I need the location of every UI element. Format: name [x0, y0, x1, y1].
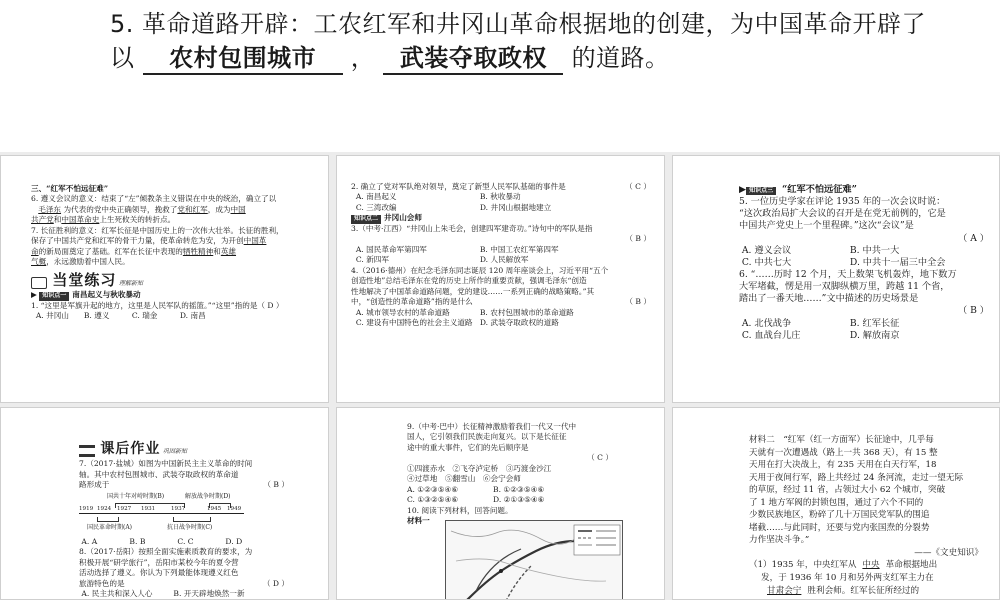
- page-thumbnail-2[interactable]: [336, 155, 665, 403]
- book-icon: [31, 277, 47, 289]
- answer-line: 甘肃会宁 胜利会师。红军长征所经过的: [767, 585, 920, 596]
- question-7: 轴。其中农村包围城市、武装夺取政权的革命道: [79, 469, 239, 479]
- question-2: 2. 确立了党对军队绝对领导，奠定了新型人民军队基础的事件是 （ C ）: [351, 182, 651, 191]
- long-march-map: [445, 520, 623, 600]
- text-line: 毛泽东 为代表的党中央正确领导，挽救了党和红军，成为中国: [38, 204, 246, 214]
- book-stack-icon: [79, 445, 95, 457]
- answer-line: （1）1935 年，中央红军从 中央 革命根据地出: [749, 560, 938, 571]
- question-5-options: A. 遵义会议 B. 中共一大: [741, 244, 900, 256]
- question-9: 国人，它引领我们民族走向复兴。以下是长征征: [407, 432, 567, 442]
- question-4: 4.（2016·德州）在纪念毛泽东同志诞辰 120 周年座谈会上，习近平用“五个: [351, 265, 609, 275]
- question-1: 1. “这里是军旗升起的地方，这里是人民军队的摇篮。”“这里”指的是（ D ）: [31, 300, 284, 310]
- line2-mid: ，: [350, 44, 376, 72]
- question-6-options: C. 血战台儿庄 D. 解放南京: [741, 329, 900, 341]
- question-4: 创造性地”总结毛泽东在党的历史上所作的重要贡献，强调毛泽东“创造: [351, 276, 587, 286]
- timeline-figure: 国共十年对峙时期(B) 解放战争时期(D) 1919 1924 1927 1931 1937 1945 1949 国民革命时期(A) 抗日战争时期(C): [79, 493, 249, 537]
- text-line: 7. 长征胜利的意义：红军长征是中国历史上的一次伟大壮举。长征的胜利，: [31, 225, 284, 235]
- text-line: 6. 遵义会议的意义：结束了“左”倾教条主义错误在中央的统治，确立了以: [31, 194, 277, 204]
- material-2-line: 的草原，经过 11 省，占领过大小 62 个城市，突破: [749, 485, 946, 496]
- page-thumbnail-4[interactable]: [0, 407, 329, 600]
- question-4-options: A. 城市领导农村的革命道路 B. 农村包围城市的革命道路: [355, 307, 574, 317]
- question-9-answer: （ C ）: [587, 453, 613, 463]
- map-drawing: [446, 521, 624, 600]
- material-2-line: 了 1 地方军阀的封锁包围，通过了六个不同的: [749, 497, 924, 508]
- answer-blank-2: 武装夺取政权: [383, 38, 563, 75]
- material-label: 材料一: [407, 516, 430, 526]
- question-10: 10. 阅读下列材料，回答问题。: [407, 505, 513, 515]
- question-5: 5. 一位历史学家在评论 1935 年的一次会议时说：: [739, 196, 946, 208]
- question-8: 积极开展“研学旅行”，岳阳市某校今年的夏令营: [79, 557, 239, 567]
- material-2-line: 少数民族地区，粉碎了几十万国民党军队的围追: [749, 510, 930, 521]
- question-7-options: A. A B. B C. C D. D: [81, 536, 243, 546]
- question-9: 9.（中考·巴中）长征精神激励着我们一代又一代中: [407, 422, 577, 431]
- question-3-options: C. 新四军 D. 人民解放军: [355, 255, 529, 265]
- question-5: 中国共产党史上一个里程碑。”这次“会议”是: [739, 220, 914, 232]
- question-5: “这次政治局扩大会议的召开是在党无前例的，它是: [739, 208, 946, 220]
- material-2-line: 天用在打大决战上，有 235 天用在白天行军，18: [749, 460, 937, 471]
- question-6-options: A. 北伐战争 B. 红军长征: [741, 317, 900, 329]
- page-thumbnail-1[interactable]: [0, 155, 329, 403]
- question-7: 7.（2017·盐城）如图为中国新民主主义革命的时间: [79, 459, 253, 469]
- knowledge-tag: 知识点一: [39, 292, 69, 300]
- material-2-line: 堵截……与此同时，还要与党内张国焘的分裂势: [749, 522, 930, 533]
- homework-banner: 课后作业 巩固新知: [79, 440, 319, 459]
- section-title: ▶ 知识点一 南昌起义与秋收暴动: [31, 290, 141, 300]
- page-thumbnail-6[interactable]: [672, 407, 1000, 600]
- answer-blank-1: 农村包围城市: [143, 38, 343, 75]
- question-9-events: ①四渡赤水 ②飞夺泸定桥 ③巧渡金沙江: [407, 463, 552, 473]
- section-title: ▶ 知识点三 “红军不怕远征难”: [739, 184, 857, 195]
- slide-line-2: [110, 38, 670, 75]
- slide-line-1: 5. 革命道路开辟：工农红军和井冈山革命根据地的创建，为中国革命开辟了: [110, 10, 927, 38]
- section-heading: 三、“红军不怕远征难”: [31, 184, 109, 193]
- line2-suffix: 的道路。: [571, 44, 670, 72]
- material-2-line: 材料二 “红军（红一方面军）长征途中，几乎每: [749, 435, 934, 445]
- text-line: 命的新局面奠定了基础。红军在长征中表现的牺牲精神和英雄: [31, 246, 237, 256]
- question-4: 中，“创造性的革命道路”指的是什么 （ B ）: [351, 297, 651, 307]
- question-6: 大军堵截，愣是用一双脚纵横万里，跨越 11 个省，: [739, 281, 950, 293]
- question-9-options: C. ①③②⑤④⑥ D. ②①③⑤④⑥: [407, 495, 545, 505]
- section-title: 知识点二 井冈山会师: [351, 213, 651, 223]
- question-2-options: C. 三湾改编 D. 井冈山根据地建立: [355, 202, 552, 212]
- question-3-answer: （ B ）: [625, 234, 651, 244]
- material-2-line: 天用于夜间行军，路上共经过 24 条河流，走过一望无际: [749, 472, 964, 483]
- question-6-answer: （ B ）: [958, 305, 989, 317]
- question-3: 3.（中考·江西）“井冈山上朱毛会，创建四军建奇功。”诗句中的军队是指: [351, 223, 593, 233]
- page-thumbnail-3[interactable]: [672, 155, 1000, 403]
- question-4-options: C. 建设有中国特色的社会主义道路 D. 武装夺取政权的道路: [355, 318, 559, 328]
- question-4: 性地解决了中国革命道路问题，党的建设……一系列正确的战略策略。”其: [351, 286, 595, 296]
- question-6: 6. “……历时 12 个月，天上数架飞机轰炸，地下数万: [739, 268, 957, 280]
- question-9-events: ④过草地 ⑤翻雪山 ⑥会宁会师: [407, 474, 521, 484]
- question-8-options: A. 民主共和深入人心 B. 开天辟地焕然一新: [81, 589, 245, 599]
- text-line: 保存了中国共产党和红军的骨干力量，使革命转危为安，为开创中国革: [31, 236, 267, 246]
- question-2-options: A. 南昌起义 B. 秋收暴动: [355, 192, 521, 202]
- line2-prefix: 以: [110, 44, 135, 72]
- question-8: 旅游特色的是 （ D ）: [79, 578, 289, 588]
- question-5-options: C. 中共七大 D. 中共十一届三中全会: [741, 256, 946, 268]
- question-8: 8.（2017·岳阳）按照全面实施素质教育的要求，为: [79, 547, 253, 557]
- question-8: 活动选择了遵义。你认为下列最能体现遵义红色: [79, 568, 239, 578]
- text-line: 共产党和中国革命史上生死攸关的转折点。: [31, 215, 176, 225]
- question-3-options: A. 国民革命军第四军 B. 中国工农红军第四军: [355, 244, 559, 254]
- timeline-bottom-bracket-a: [97, 517, 119, 522]
- practice-banner: 当堂练习 理解新知: [31, 270, 316, 291]
- material-source: ——《文史知识》: [914, 547, 983, 558]
- question-6: 踏出了一番天地……”文中描述的历史场景是: [739, 293, 919, 305]
- page-thumbnail-5[interactable]: [336, 407, 665, 600]
- material-2-line: 力作坚决斗争。”: [749, 535, 810, 546]
- slide-header: [0, 0, 1000, 152]
- text-line: 气概，永远激励着中国人民。: [31, 257, 130, 267]
- timeline-bottom-bracket-c: [173, 517, 211, 522]
- material-2-line: 天就有一次遭遇战（路上一共 368 天），有 15 整: [749, 447, 938, 458]
- question-1-options: A. 井冈山 B. 遵义 C. 瑞金 D. 南昌: [35, 311, 206, 321]
- question-7: 路形成于 （ B ）: [79, 480, 289, 490]
- question-9: 途中的重大事件，它们的先后顺序是: [407, 442, 529, 452]
- question-9-options: A. ①②③⑤④⑥ B. ①②③⑤④⑥: [407, 484, 545, 494]
- question-5-answer: （ A ）: [958, 232, 989, 244]
- answer-line: 发，于 1936 年 10 月和另外两支红军主力在: [761, 573, 934, 584]
